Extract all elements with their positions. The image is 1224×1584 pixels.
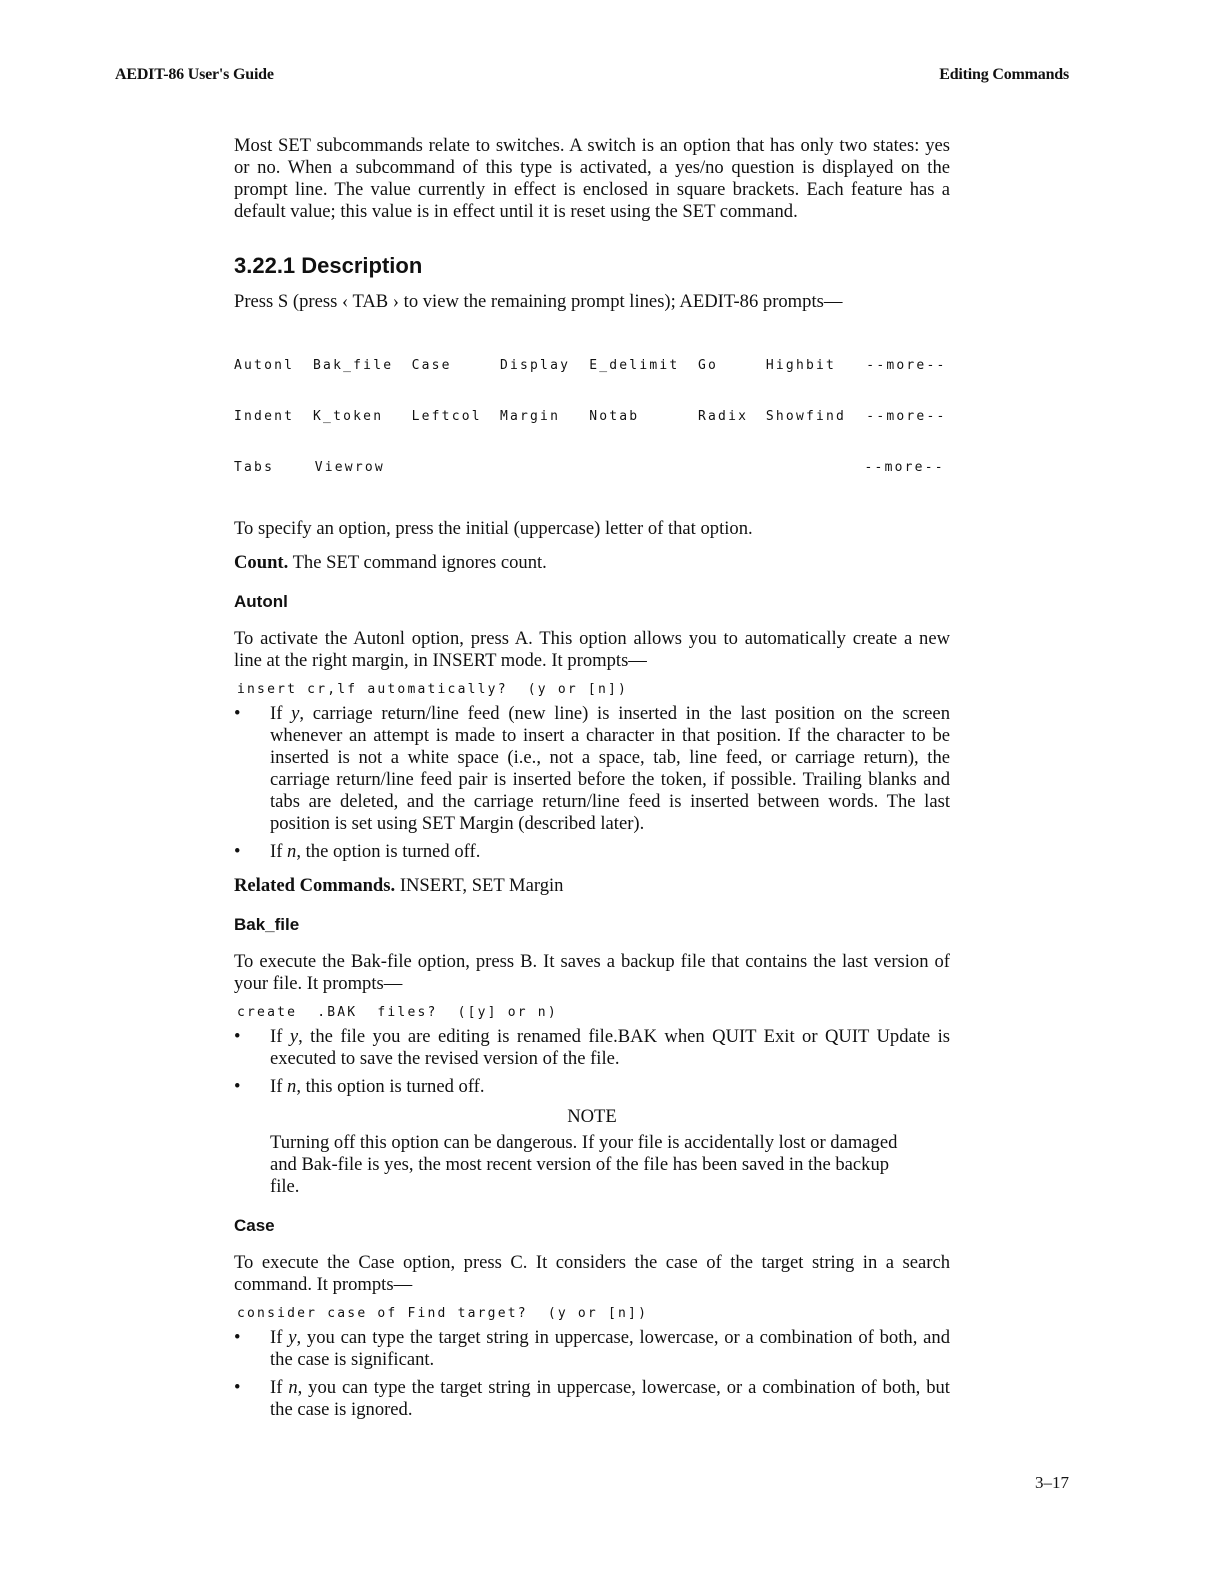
list-item [234,841,950,863]
specify-paragraph: To specify an option, press the initial (uppercase) letter of that option. [234,518,753,539]
menu-item: Notab [589,409,640,424]
press-line-after: to view the remaining prompt lines); AEDIT-86 prompts— [399,291,843,312]
list-item [234,1076,950,1098]
note-title: NOTE [567,1106,617,1127]
count-paragraph [234,552,950,574]
related-commands [234,875,950,897]
bullet-text: , carriage return/line feed (new line) is inserted in the last position on the screen whenever an attempt is made to insert a character in that position. If the character to be inserted is not a white space (i.e., not a space, tab, line feed, or carriage return), the carriage return/line feed pair is inserted before the token, if possible. Trailing blanks and tabs are deleted, and the carriage return/line feed is inserted between words. The last position is set using SET Margin (described later). [270,703,950,834]
page-number: 3–17 [1035,1473,1069,1492]
bullet-icon: • [234,1076,241,1097]
menu-more: --more-- [866,409,947,424]
menu-item: Display [499,358,571,373]
menu-item: Case [411,358,452,373]
menu-more: --more-- [866,358,947,373]
autonl-paragraph: To activate the Autonl option, press A. This option allows you to automatically create a new line at the right margin, in INSERT mode. It prompts— [234,628,950,671]
bakfile-bullets [234,1026,950,1098]
bakfile-paragraph: To execute the Bak-file option, press B. It saves a backup file that contains the last version of your file. It prompts— [234,951,950,994]
menu-item: Indent [234,409,295,424]
menu-item: Margin [499,409,561,424]
autonl-heading: Autonl [234,592,288,611]
bullet-var: n [288,1377,298,1398]
related-text: INSERT, SET Margin [399,875,564,896]
bullet-lead: If [270,1327,289,1348]
bullet-var: n [287,1076,297,1097]
note-body: Turning off this option can be dangerous. If your file is accidentally lost or damaged and Bak-file is yes, the most recent version of the file has been saved in the backup file. [270,1132,898,1197]
bullet-text: , the option is turned off. [296,841,481,862]
bullet-icon: • [234,1377,241,1398]
menu-item: Autonl [234,358,295,373]
bullet-text: , this option is turned off. [296,1076,485,1097]
autonl-bullets [234,703,950,863]
bullet-lead: If [270,703,292,724]
list-item [234,1377,950,1421]
set-menu-prompt [234,325,950,508]
press-line-before: Press S (press [234,291,342,312]
bullet-var: y [289,1026,299,1047]
bullet-lead: If [270,1026,290,1047]
menu-item: Viewrow [314,460,385,475]
bullet-lead: If [270,1076,288,1097]
bullet-lead: If [270,841,288,862]
bullet-icon: • [234,841,241,862]
bullet-text: , you can type the target string in uppercase, lowercase, or a combination of both, and the case is significant. [270,1327,950,1370]
list-item [234,1327,950,1371]
list-item [234,703,950,835]
menu-item: K_token [313,409,384,424]
intro-paragraph: Most SET subcommands relate to switches. A switch is an option that has only two states: yes or no. When a subcommand of this type is activated, a yes/no question is displayed on the prompt line. The value currently in effect is enclosed in square brackets. Each feature has a default value; this value is in effect until it is reset using the SET command. [234,135,950,222]
bullet-var: y [288,1327,297,1348]
bakfile-heading: Bak_file [234,915,300,934]
page-content [234,135,950,1427]
related-label: Related Commands. [234,875,396,896]
menu-row-2 [234,406,950,427]
running-header-left: AEDIT-86 User's Guide [115,66,274,83]
menu-row-1 [234,355,950,376]
press-line [234,291,950,313]
case-prompt: consider case of Find target? (y or [n]) [237,1306,649,1321]
bullet-text: , the file you are editing is renamed file.BAK when QUIT Exit or QUIT Update is executed to save the revised version of the file. [270,1026,950,1069]
menu-item: E_delimit [589,358,680,373]
menu-more: --more-- [864,460,945,475]
bullet-lead: If [270,1377,289,1398]
bullet-icon: • [234,1327,241,1348]
menu-item: Showfind [765,409,847,424]
count-label: Count. [234,552,289,573]
menu-item: Bak_file [313,358,394,373]
menu-item: Go [698,358,719,373]
section-title: 3.22.1 Description [234,253,423,278]
case-paragraph: To execute the Case option, press C. It considers the case of the target string in a search command. It prompts— [234,1252,950,1295]
list-item [234,1026,950,1070]
bakfile-prompt: create .BAK files? ([y] or n) [237,1005,558,1020]
menu-item: Radix [698,409,749,424]
autonl-prompt: insert cr,lf automatically? (y or [n]) [237,682,629,697]
tab-key: ‹ TAB › [341,291,399,312]
bullet-icon: • [234,1026,241,1047]
case-heading: Case [234,1216,275,1235]
menu-row-3 [234,457,950,478]
bullet-var: n [287,841,297,862]
running-header-right: Editing Commands [939,66,1069,83]
bullet-text: , you can type the target string in uppercase, lowercase, or a combination of both, but the case is ignored. [270,1377,950,1420]
menu-item: Tabs [234,460,275,475]
bullet-var: y [291,703,300,724]
bullet-icon: • [234,703,241,724]
case-bullets [234,1327,950,1421]
menu-item: Leftcol [411,409,482,424]
menu-item: Highbit [765,358,837,373]
count-text: The SET command ignores count. [292,552,547,573]
